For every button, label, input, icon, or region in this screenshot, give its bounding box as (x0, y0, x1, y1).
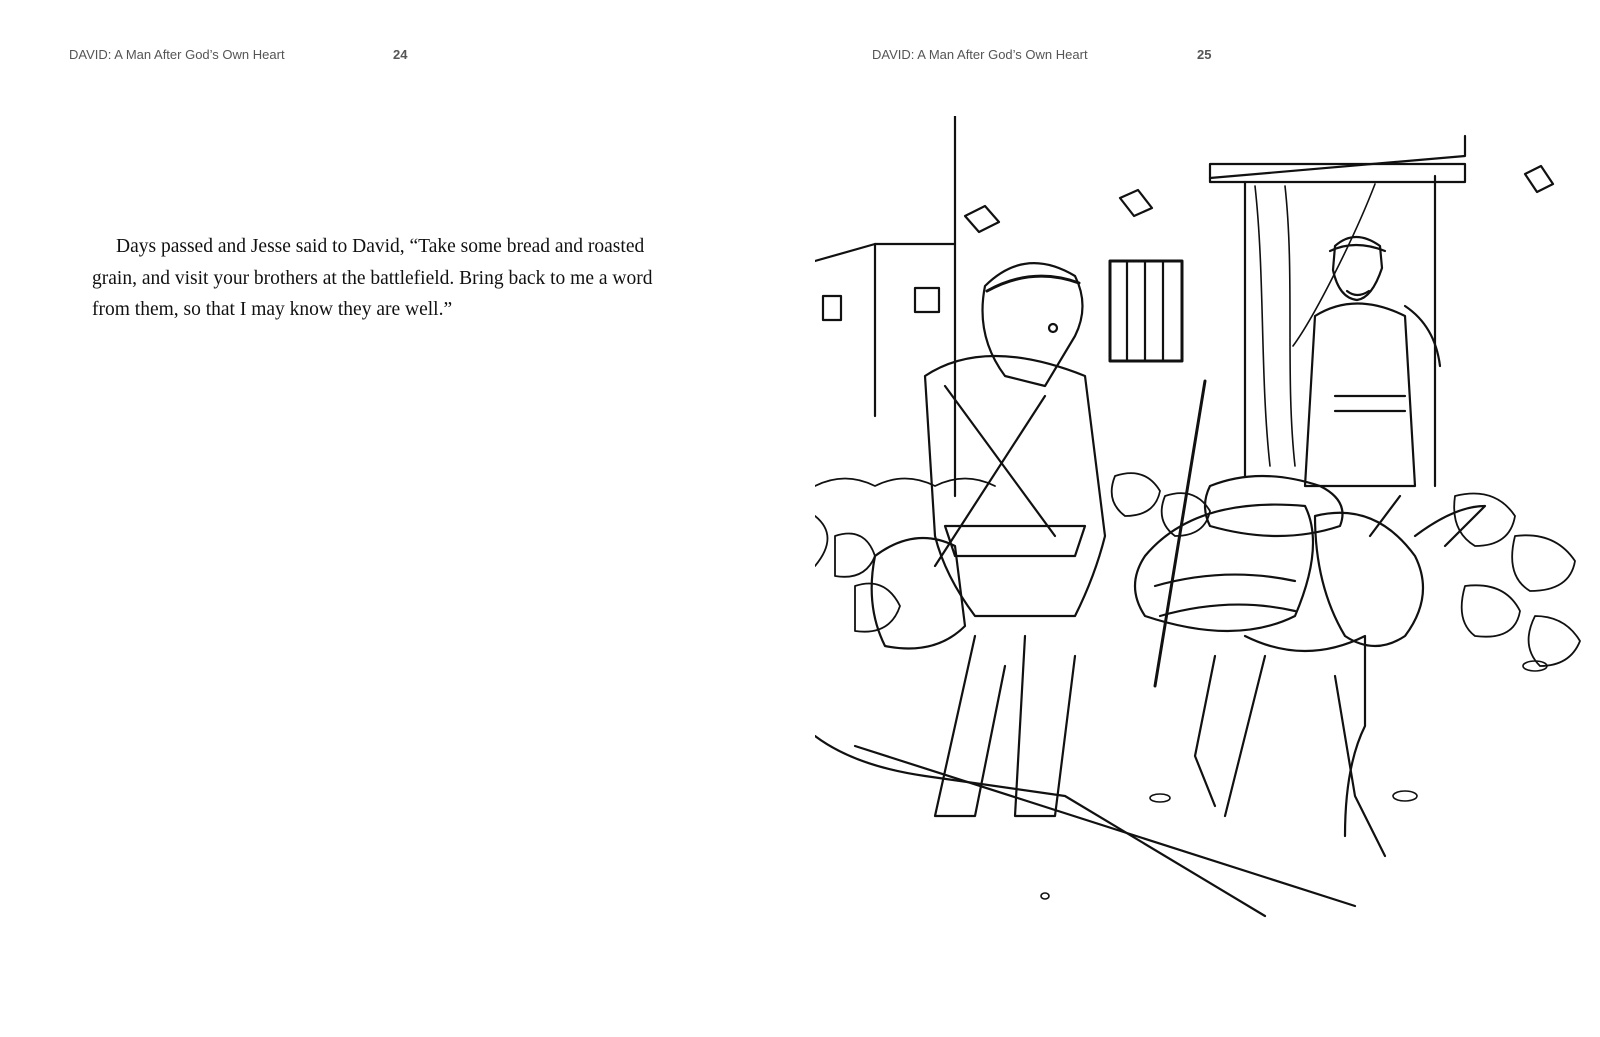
page-number-right: 25 (1197, 47, 1212, 62)
story-paragraph: Days passed and Jesse said to David, “Take some bread and roasted grain, and visit your brothers at the battlefield. Bring back to me a word from them, so that I may know they are well.” (92, 236, 653, 320)
ground-pebbles (1041, 661, 1547, 899)
background-buildings (815, 116, 1553, 496)
stone-wall (815, 473, 1580, 666)
coloring-illustration (815, 116, 1593, 921)
page-number-left: 24 (393, 47, 408, 62)
jesse-figure (1305, 237, 1440, 486)
david-figure (815, 263, 1355, 916)
doorway (1210, 136, 1465, 486)
donkey-figure (1135, 381, 1485, 856)
running-head-left: DAVID: A Man After God’s Own Heart (69, 47, 285, 62)
running-head-right: DAVID: A Man After God’s Own Heart (872, 47, 1088, 62)
